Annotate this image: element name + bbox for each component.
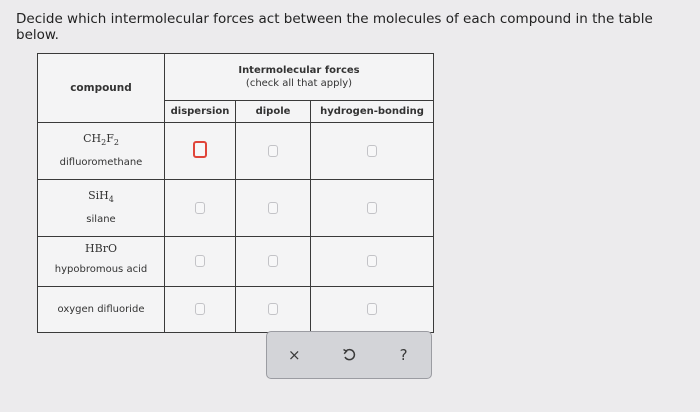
column-dipole: dipole: [236, 101, 311, 123]
checkbox-silane-dipole[interactable]: [268, 202, 278, 214]
compound-cell: [38, 123, 165, 180]
checkbox-oxygen-difluoride-hydrogen-bonding[interactable]: [367, 303, 377, 315]
checkbox-hypobromous-acid-hydrogen-bonding[interactable]: [367, 255, 377, 267]
column-dispersion: dispersion: [165, 101, 236, 123]
checkbox-difluoromethane-dispersion[interactable]: [193, 141, 207, 158]
compound-cell: [38, 180, 165, 237]
forces-header-title: Intermolecular forces: [238, 65, 360, 76]
help-button[interactable]: ?: [399, 346, 408, 364]
intermolecular-forces-table: [37, 53, 434, 333]
compound-cell: [38, 237, 165, 287]
table-row: [38, 237, 434, 287]
checkbox-difluoromethane-hydrogen-bonding[interactable]: [367, 145, 377, 157]
forces-header-subtitle: (check all that apply): [245, 78, 353, 89]
checkbox-silane-hydrogen-bonding[interactable]: [367, 202, 377, 214]
undo-icon: [342, 348, 356, 362]
forces-header: [165, 54, 434, 101]
table-row: [38, 180, 434, 237]
table-row: [38, 287, 434, 333]
compound-formula: SiH$_4$: [88, 189, 114, 205]
checkbox-hypobromous-acid-dispersion[interactable]: [195, 255, 205, 267]
checkbox-hypobromous-acid-dipole[interactable]: [268, 255, 278, 267]
clear-button[interactable]: ×: [288, 346, 301, 364]
checkbox-oxygen-difluoride-dispersion[interactable]: [195, 303, 205, 315]
compound-name: oxygen difluoride: [57, 304, 145, 315]
checkbox-difluoromethane-dipole[interactable]: [268, 145, 278, 157]
answer-toolbar: [266, 331, 432, 379]
compound-cell: [38, 287, 165, 333]
table-row: [38, 123, 434, 180]
undo-button[interactable]: [334, 348, 364, 362]
compound-name: hypobromous acid: [54, 264, 148, 275]
question-prompt: Decide which intermolecular forces act between the molecules of each compound in the table below.: [16, 11, 653, 43]
compound-formula: HBrO: [85, 242, 117, 255]
compound-formula: $CH_2F_2$: [83, 132, 119, 148]
column-hydrogen-bonding: hydrogen-bonding: [311, 101, 434, 123]
compound-header: compound: [38, 54, 165, 123]
checkbox-silane-dispersion[interactable]: [195, 202, 205, 214]
compound-name: difluoromethane: [59, 157, 143, 169]
compound-name: silane: [86, 214, 116, 226]
checkbox-oxygen-difluoride-dipole[interactable]: [268, 303, 278, 315]
